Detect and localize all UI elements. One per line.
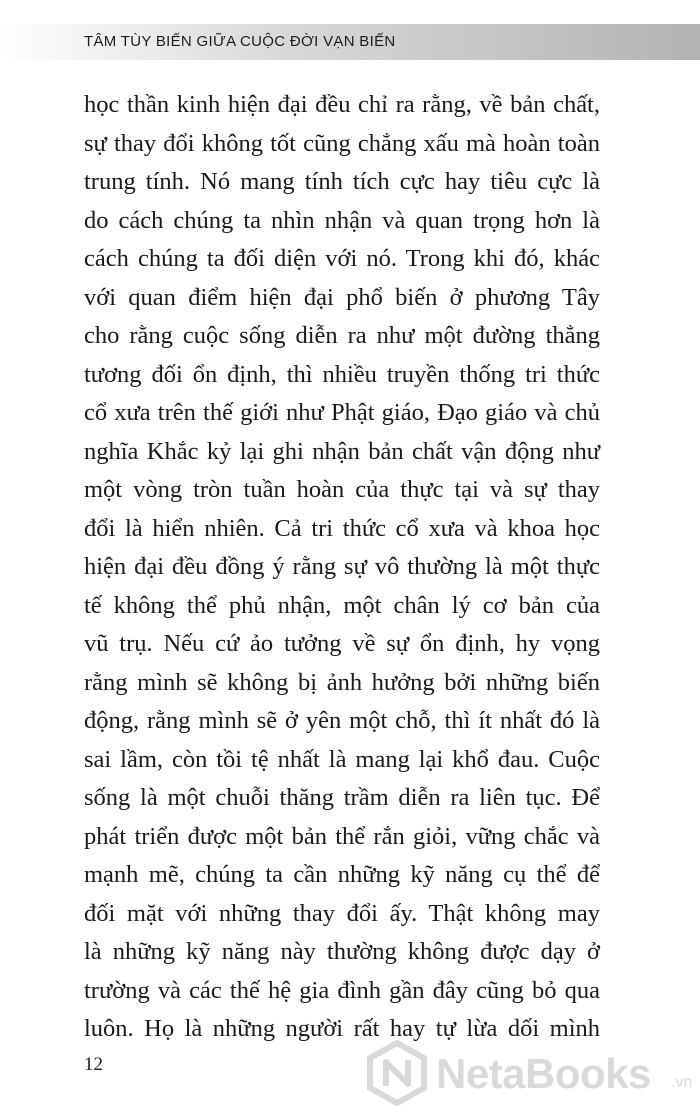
text-line: nghĩa Khắc kỷ lại ghi nhận bản chất vận động như	[84, 437, 600, 465]
watermark-brand: NetaBooks	[436, 1050, 651, 1097]
text-line: phát triển được một bản thể rắn giỏi, vững chắc và	[84, 822, 600, 850]
text-line: vũ trụ. Nếu cứ ảo tưởng về sự ổn định, hy vọng	[84, 630, 600, 657]
text-line: là những kỹ năng này thường không được dạy ở	[84, 938, 600, 965]
text-line: tế không thể phủ nhận, một chân lý cơ bản của	[84, 591, 600, 619]
text-line: sống là một chuỗi thăng trầm diễn ra liên tục. Để	[84, 784, 600, 811]
text-line: mạnh mẽ, chúng ta cần những kỹ năng cụ thể để	[84, 861, 600, 888]
text-line: tương đối ổn định, thì nhiều truyền thống tri thức	[84, 360, 600, 388]
page-number: 12	[84, 1054, 103, 1075]
text-line: hiện đại đều đồng ý rằng sự vô thường là một thực	[84, 553, 600, 580]
text-line: học thần kinh hiện đại đều chỉ ra rằng, về bản chất,	[84, 91, 600, 118]
text-line: do cách chúng ta nhìn nhận và quan trọng hơn là	[84, 206, 600, 234]
text-line: cho rằng cuộc sống diễn ra như một đường thẳng	[84, 322, 600, 349]
text-line: một vòng tròn tuần hoàn của thực tại và sự thay	[84, 476, 600, 503]
text-line: sai lầm, còn tồi tệ nhất là mang lại khổ đau. Cuộc	[84, 745, 600, 773]
text-line: cách chúng ta đối diện với nó. Trong khi đó, khác	[84, 245, 600, 272]
text-line: với quan điểm hiện đại phổ biến ở phương Tây	[84, 283, 600, 311]
text-line: trung tính. Nó mang tính tích cực hay tiêu cực là	[84, 168, 600, 195]
watermark-suffix: .vn	[671, 1074, 693, 1091]
text-line: đổi là hiển nhiên. Cả tri thức cổ xưa và khoa học	[84, 514, 600, 542]
text-line: trường và các thế hệ gia đình gần đây cũng bỏ qua	[84, 976, 600, 1004]
text-line: cổ xưa trên thế giới như Phật giáo, Đạo giáo và chủ	[84, 399, 600, 426]
watermark	[366, 1040, 696, 1110]
running-header-title: TÂM TÙY BIẾN GIỮA CUỘC ĐỜI VẠN BIẾN	[84, 33, 396, 50]
text-line: rằng mình sẽ không bị ảnh hưởng bởi những biến	[84, 668, 600, 696]
text-line: luôn. Họ là những người rất hay tự lừa dối mình	[84, 1015, 600, 1042]
netabooks-logo-icon	[366, 1040, 428, 1106]
text-line: sự thay đổi không tốt cũng chẳng xấu mà hoàn toàn	[84, 129, 600, 157]
body-paragraph	[84, 86, 600, 1049]
text-line: đối mặt với những thay đổi ấy. Thật không may	[84, 899, 600, 927]
text-line: động, rằng mình sẽ ở yên một chỗ, thì ít nhất đó là	[84, 707, 600, 734]
